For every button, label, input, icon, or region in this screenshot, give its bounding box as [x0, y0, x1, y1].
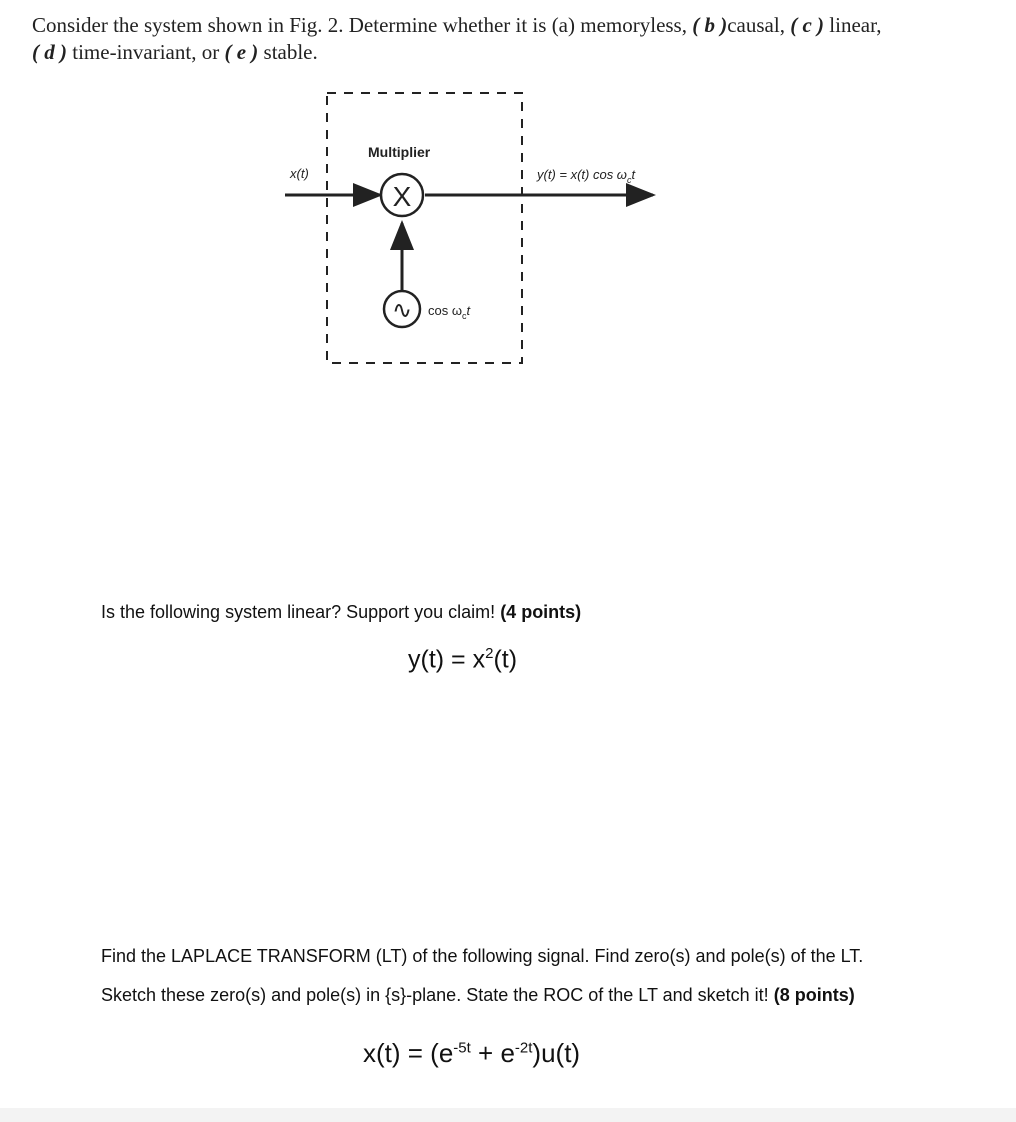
question-3-text — [101, 937, 981, 1015]
q3-line2: Sketch these zero(s) and pole(s) in {s}-plane. State the ROC of the LT and sketch it! (8 points) — [101, 985, 855, 1005]
eq2-part1: x(t) = (e — [363, 1038, 454, 1068]
eq2-exp2: -2t — [514, 1039, 533, 1057]
multiply-icon: X — [392, 181, 412, 212]
equation-2 — [363, 1038, 580, 1069]
q3-line1: Find the LAPLACE TRANSFORM (LT) of the following signal. Find zero(s) and pole(s) of the LT. — [101, 946, 864, 966]
footer-bar — [0, 1108, 1016, 1122]
system-boundary — [327, 93, 522, 363]
q1-text-b: causal, — [727, 13, 791, 37]
eq2-part2: + e — [470, 1038, 515, 1068]
eq1-exponent: 2 — [485, 645, 494, 662]
eq2-exp1: -5t — [453, 1039, 471, 1057]
q1-text-e: stable. — [258, 40, 318, 64]
system-diagram — [270, 80, 690, 380]
oscillator-label: $\cos \omega_ct$ — [428, 303, 471, 321]
oscillator-icon: ∿ — [391, 297, 413, 324]
output-label: y(t) = x(t) $\cos \omega_ct$ — [537, 167, 636, 185]
part-b-marker: ( b ) — [692, 13, 728, 37]
question-1-text — [32, 12, 992, 66]
q2-points: (4 points) — [500, 602, 582, 622]
input-label: x(t) — [290, 166, 309, 181]
eq2-part3: )u(t) — [532, 1038, 581, 1068]
q2-prompt: Is the following system linear? Support you claim! — [101, 602, 501, 622]
part-e-marker: ( e ) — [224, 40, 259, 64]
multiplier-label: Multiplier — [368, 144, 431, 160]
question-2-text — [101, 602, 581, 623]
q3-points: (8 points) — [773, 985, 855, 1005]
q1-text-a: Consider the system shown in Fig. 2. Determine whether it is (a) memoryless, — [32, 13, 693, 37]
system-diagram-svg — [270, 80, 690, 380]
eq1-lhs: y(t) = x — [408, 645, 486, 674]
part-c-marker: ( c ) — [790, 13, 825, 37]
q1-text-c: linear, — [824, 13, 882, 37]
part-d-marker: ( d ) — [32, 40, 67, 64]
q1-text-d: time-invariant, or — [67, 40, 225, 64]
equation-1 — [408, 645, 517, 674]
eq1-rhs: (t) — [493, 645, 518, 674]
